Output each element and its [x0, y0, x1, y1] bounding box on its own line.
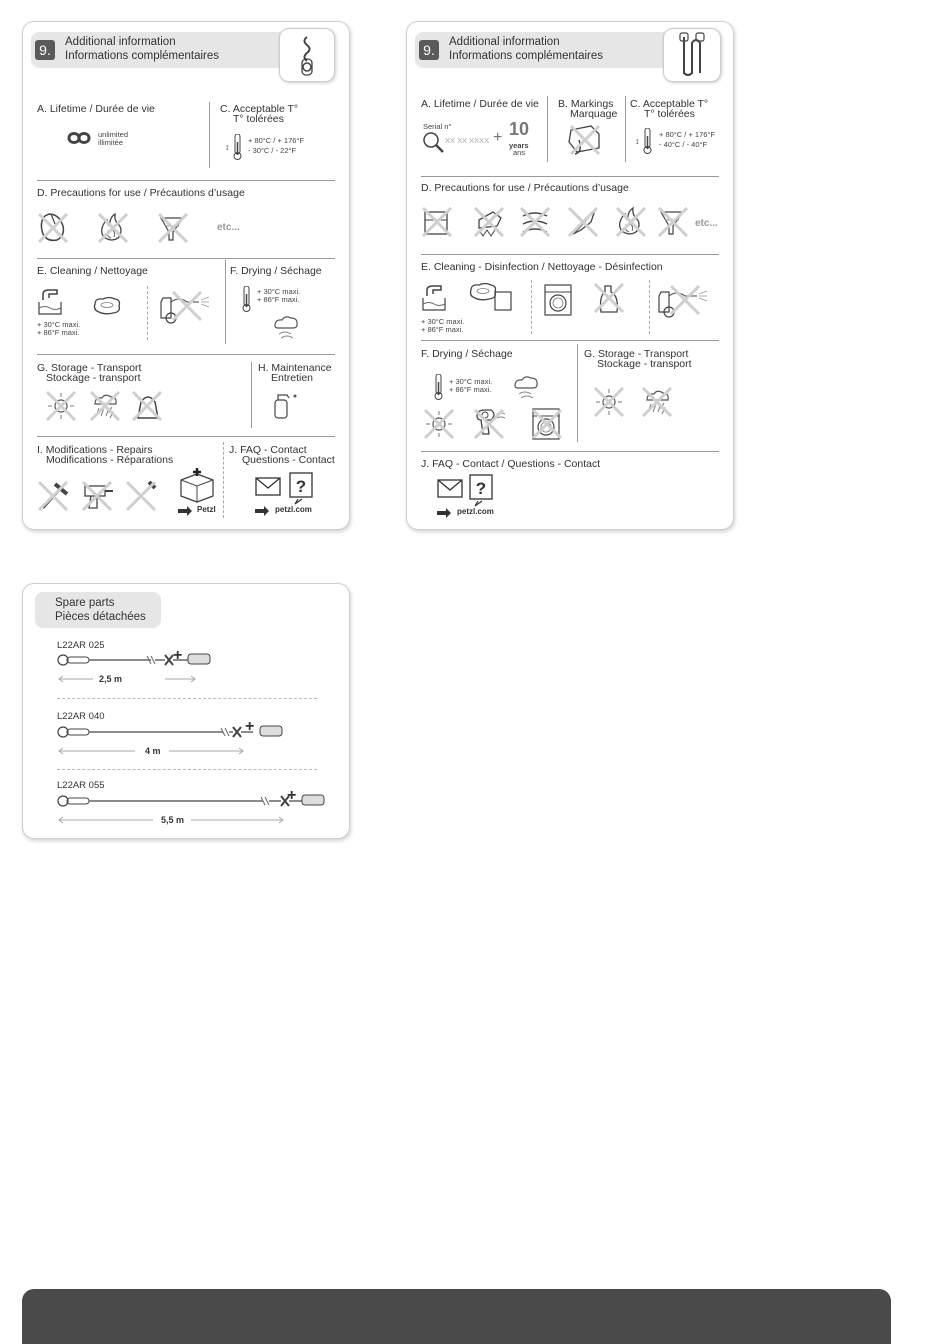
- spray-oil-icon: [269, 390, 303, 422]
- crampon-crossed-icon: [473, 206, 507, 240]
- plus-sign: +: [245, 718, 255, 735]
- temp-max: + 80°C / + 176°F: [659, 130, 716, 139]
- precautions-label: D. Precautions for use / Précautions d’usage: [421, 182, 629, 194]
- sleeve-part-icon: [259, 725, 285, 737]
- faq-label-fr: Questions - Contact: [242, 454, 335, 466]
- title-en: Additional information: [449, 36, 560, 48]
- tolerated-temp-label: T° tolérées: [233, 113, 284, 125]
- dry-temp1: + 30°C maxi.: [449, 377, 493, 386]
- precautions-etc: etc...: [695, 218, 718, 229]
- length-arrow-1: [57, 675, 197, 683]
- return-box-icon: [177, 468, 217, 504]
- dry-temp2: + 86°F maxi.: [449, 385, 492, 394]
- clean-temp1: + 30°C maxi.: [421, 317, 465, 326]
- arrow-right-icon: [255, 506, 271, 516]
- acceptable-temp-label: C. Acceptable T°: [630, 98, 709, 110]
- faq-label: J. FAQ - Contact / Questions - Contact: [421, 458, 601, 470]
- lanyard-drawing-3: [55, 793, 315, 809]
- spare-length-3: 5,5 m: [161, 815, 185, 825]
- envelope-icon: [437, 476, 465, 500]
- infinity-icon: [65, 128, 93, 148]
- petzl-label: Petzl: [197, 505, 216, 514]
- rain-crossed-icon: [89, 390, 123, 424]
- plus-sign: +: [493, 129, 503, 146]
- pressure-washer-crossed-icon: [157, 288, 211, 324]
- thermometer-icon: [431, 374, 447, 402]
- unlimited-text: unlimited: [98, 130, 129, 139]
- plus-sign: +: [173, 647, 183, 664]
- title-fr: Informations complémentaires: [449, 50, 604, 62]
- markings-label-fr: Marquage: [570, 108, 618, 120]
- question-icon: [289, 472, 315, 506]
- storage-label: G. Storage - Transport: [37, 362, 142, 374]
- card-additional-info-1: [22, 21, 350, 530]
- acceptable-temp-label: C. Acceptable T°: [220, 103, 299, 115]
- chemical-crossed-icon: [157, 212, 191, 246]
- card-additional-info-2: [406, 21, 734, 530]
- sleeve-part-icon: [187, 653, 213, 665]
- title-en: Additional information: [65, 36, 176, 48]
- cloud-air-dry-icon: [511, 372, 543, 402]
- question-icon: [469, 474, 495, 508]
- faq-label: J. FAQ - Contact: [229, 444, 307, 456]
- sleeve-part-icon: [301, 794, 327, 806]
- dry-temp1: + 30°C maxi.: [257, 287, 301, 296]
- clean-temp2: + 86°F maxi.: [421, 325, 464, 334]
- storage-label-fr: Stockage - transport: [46, 372, 141, 384]
- faucet-icon: [421, 284, 449, 314]
- card-spare-parts: [22, 583, 350, 839]
- precautions-label: D. Precautions for use / Précautions d’usage: [37, 187, 245, 199]
- clean-temp2: + 86°F maxi.: [37, 328, 80, 337]
- petzl-com-link[interactable]: petzl.com: [457, 507, 494, 516]
- markings-label: B. Markings: [558, 98, 614, 110]
- drying-label: F. Drying / Séchage: [230, 265, 322, 277]
- years-label: years: [509, 141, 529, 150]
- magnifier-icon: [421, 130, 445, 154]
- product-thumbnail: [279, 28, 335, 82]
- drying-label: F. Drying / Séchage: [421, 348, 513, 360]
- serial-label: Serial n°: [423, 122, 452, 131]
- storage-label: G. Storage - Transport: [584, 348, 689, 360]
- sun-crossed-icon: [45, 390, 79, 424]
- spare-ref-3: L22AR 055: [57, 780, 105, 791]
- hairdryer-crossed-icon: [473, 408, 513, 442]
- svg-text:↕: ↕: [225, 142, 230, 152]
- storage-label-fr: Stockage - transport: [597, 358, 692, 370]
- dry-temp2: + 86°F maxi.: [257, 295, 300, 304]
- title-fr: Pièces détachées: [55, 611, 146, 623]
- spare-ref-1: L22AR 025: [57, 640, 105, 651]
- thermometer-icon: [635, 128, 655, 156]
- envelope-icon: [255, 474, 283, 498]
- hammer-crossed-icon: [37, 480, 71, 514]
- fire-crossed-icon: [615, 206, 649, 240]
- rain-crossed-icon: [641, 386, 675, 420]
- faucet-icon: [37, 288, 65, 318]
- arrow-right-icon: [178, 506, 194, 516]
- clean-temp1: + 30°C maxi.: [37, 320, 81, 329]
- sun-crossed-icon: [593, 386, 627, 420]
- years-number: 10: [509, 119, 530, 139]
- modifications-label: I. Modifications - Repairs: [37, 444, 153, 456]
- spare-length-1: 2,5 m: [99, 674, 123, 684]
- petzl-com-link[interactable]: petzl.com: [275, 505, 312, 514]
- disinfectant-bucket-icon: [469, 282, 515, 316]
- section-title: [449, 35, 603, 63]
- maintenance-label: H. Maintenance: [258, 362, 332, 374]
- footer-bar: [22, 1289, 891, 1344]
- rope-friction-crossed-icon: [519, 206, 553, 240]
- lanyard-drawing-2: [55, 724, 255, 740]
- ans-label: ans: [513, 148, 526, 157]
- fire-crossed-icon: [97, 212, 131, 246]
- section-number: 9.: [35, 40, 55, 60]
- cleaning-label: E. Cleaning / Nettoyage: [37, 265, 148, 277]
- precautions-etc: etc...: [217, 222, 240, 233]
- bleach-bottle-crossed-icon: [593, 282, 627, 316]
- tolerated-temp-label: T° tolérées: [644, 108, 695, 120]
- section-header: [415, 32, 705, 68]
- thermometer-icon: [225, 134, 245, 162]
- product-thumbnail: [663, 28, 721, 82]
- spare-title: [55, 596, 146, 624]
- thermometer-icon: [239, 286, 255, 314]
- title-en: Spare parts: [55, 597, 115, 609]
- chemical-crossed-icon: [657, 206, 691, 240]
- carabiner-crossed-icon: [37, 212, 71, 246]
- sponge-icon: [93, 296, 123, 316]
- temp-min: - 40°C / - 40°F: [659, 140, 708, 149]
- arrow-right-icon: [437, 508, 453, 518]
- knife-crossed-icon: [567, 206, 601, 240]
- tools-crossed-icon: [125, 480, 159, 514]
- maintenance-label-fr: Entretien: [271, 372, 314, 384]
- serial-mask: XX XX XXXX: [445, 136, 490, 145]
- cloud-air-dry-icon: [271, 312, 303, 342]
- edge-crossed-icon: [421, 206, 455, 240]
- modifications-label-fr: Modifications - Réparations: [46, 454, 174, 466]
- spare-header: [35, 592, 161, 628]
- lifetime-label: A. Lifetime / Durée de vie: [37, 103, 155, 115]
- title-fr: Informations complémentaires: [65, 50, 220, 62]
- pressure-washer-crossed-icon: [655, 282, 715, 318]
- section-title: [65, 35, 219, 63]
- marking-crossed-icon: [565, 122, 603, 158]
- dryer-machine-crossed-icon: [531, 408, 565, 442]
- plus-sign: +: [287, 787, 297, 804]
- carabiner-storage-crossed-icon: [131, 390, 165, 424]
- spare-length-2: 4 m: [145, 746, 161, 756]
- cleaning-label: E. Cleaning - Disinfection / Nettoyage - Désinfection: [421, 261, 663, 273]
- drill-crossed-icon: [81, 480, 115, 514]
- temp-max: + 80°C / + 176°F: [248, 136, 305, 145]
- temp-min: - 30°C / - 22°F: [248, 146, 297, 155]
- washing-machine-icon: [543, 284, 573, 316]
- illimitee-text: illimitée: [98, 138, 124, 147]
- sun-crossed-icon: [423, 408, 457, 442]
- svg-text:↕: ↕: [635, 136, 640, 146]
- section-number: 9.: [419, 40, 439, 60]
- lifetime-label: A. Lifetime / Durée de vie: [421, 98, 539, 110]
- spare-ref-2: L22AR 040: [57, 711, 105, 722]
